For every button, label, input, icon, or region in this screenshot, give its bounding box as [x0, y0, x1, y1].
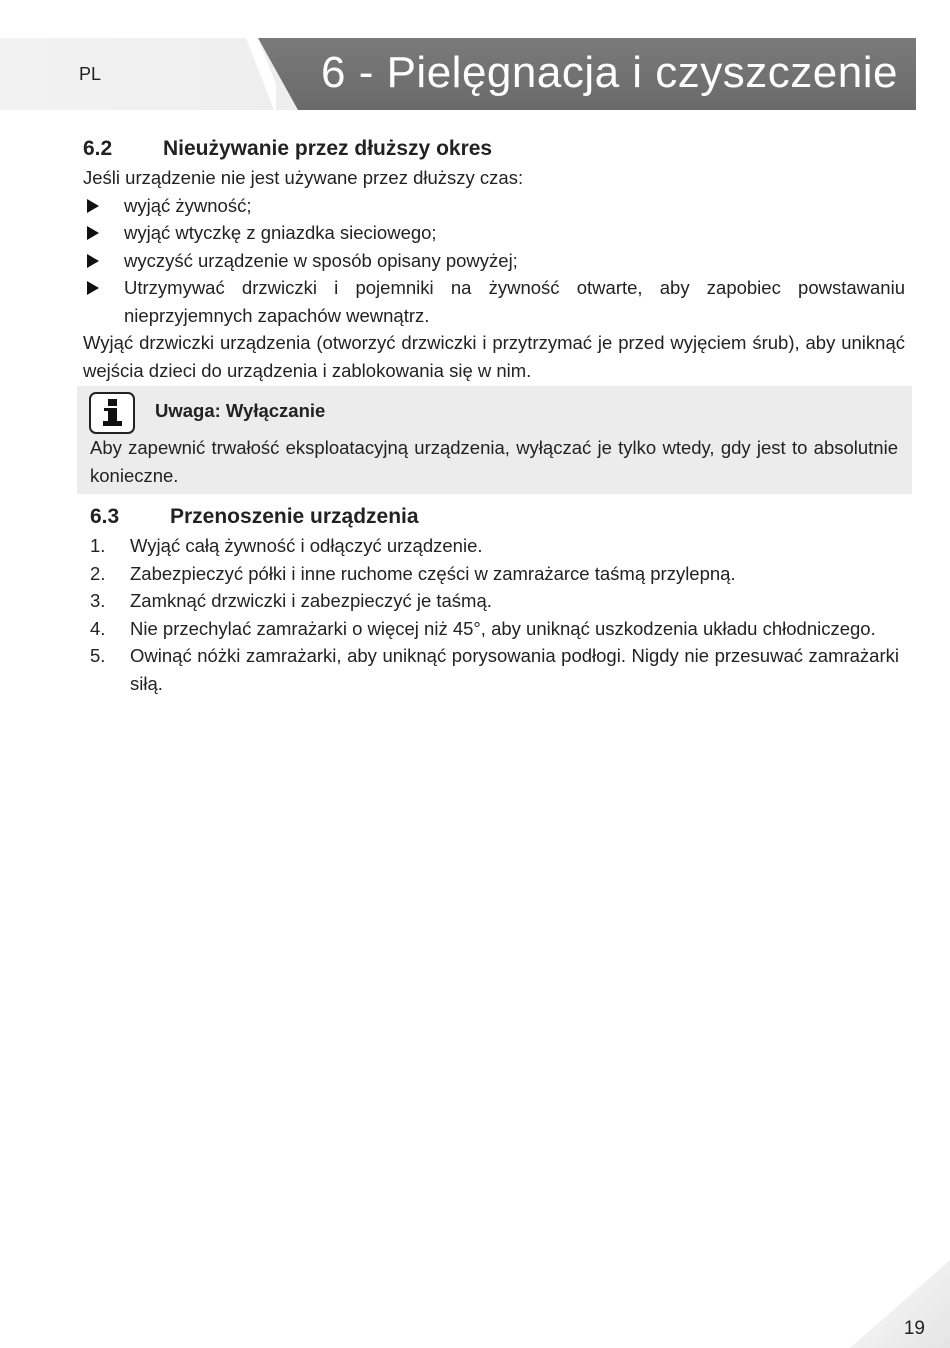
list-number: 3. — [90, 590, 106, 611]
paragraph: Wyjąć drzwiczki urządzenia (otworzyć drzwiczki i przytrzymać je przed wyjęciem śrub), aby uniknąć wejścia dzieci do urządzenia i zablokowania się w nim. — [83, 332, 905, 381]
list-item — [83, 219, 905, 247]
section-title: Nieużywanie przez dłuższy okres — [163, 137, 493, 160]
section-6-3 — [90, 502, 899, 697]
section-6-2 — [83, 134, 905, 384]
bullet-arrow-icon — [87, 226, 99, 240]
list-item-text: Wyjąć całą żywność i odłączyć urządzenie. — [130, 535, 483, 556]
intro-text: Jeśli urządzenie nie jest używane przez dłuższy czas: — [83, 167, 524, 188]
note-box — [77, 386, 912, 494]
list-number: 2. — [90, 562, 106, 584]
list-item-text: Zamknąć drzwiczki i zabezpieczyć je taśmą. — [130, 590, 492, 611]
list-item — [83, 192, 905, 220]
list-item-text: Utrzymywać drzwiczki i pojemniki na żywność otwarte, aby zapobiec powstawaniu nieprzyjemnych zapachów wewnątrz. — [124, 277, 905, 326]
list-number: 1. — [90, 535, 106, 556]
bullet-arrow-icon — [87, 254, 99, 268]
list-item — [90, 560, 899, 588]
list-item-text: Zabezpieczyć półki i inne ruchome części w zamrażarce taśmą przylepną. — [130, 562, 736, 584]
bullet-arrow-icon — [87, 281, 99, 295]
bullet-arrow-icon — [87, 199, 99, 213]
section-number: 6.2 — [83, 137, 113, 160]
list-item-text: Owinąć nóżki zamrażarki, aby uniknąć porysowania podłogi. Nigdy nie przesuwać zamrażarki siłą. — [130, 645, 899, 694]
list-item — [90, 642, 899, 697]
list-item — [83, 247, 905, 275]
note-title: Uwaga: Wyłączanie — [155, 400, 326, 421]
section-heading — [90, 502, 899, 532]
list-number: 4. — [90, 617, 106, 639]
section-title: Przenoszenie urządzenia — [170, 505, 419, 528]
bullet-list — [83, 192, 905, 330]
section-heading — [83, 134, 905, 164]
list-item — [90, 587, 899, 615]
language-code: PL — [79, 64, 102, 84]
page-number: 19 — [903, 1318, 925, 1339]
list-number: 5. — [90, 645, 106, 666]
list-item — [90, 615, 899, 643]
note-body: Aby zapewnić trwałość eksploatacyjną urządzenia, wyłączać je tylko wtedy, gdy jest to absolutnie konieczne. — [90, 437, 898, 486]
list-item — [83, 274, 905, 329]
page-corner-decoration — [850, 1260, 950, 1348]
info-icon — [89, 392, 135, 434]
list-item — [90, 532, 899, 560]
list-item-text: Nie przechylać zamrażarki o więcej niż 45°, aby uniknąć uszkodzenia układu chłodniczego. — [130, 617, 876, 639]
list-item-text: wyczyść urządzenie w sposób opisany powyżej; — [124, 249, 518, 271]
section-number: 6.3 — [90, 505, 120, 528]
numbered-list — [90, 532, 899, 697]
list-item-text: wyjąć wtyczkę z gniazdka sieciowego; — [124, 222, 437, 243]
chapter-title: 6 - Pielęgnacja i czyszczenie — [321, 48, 898, 97]
list-item-text: wyjąć żywność; — [124, 194, 252, 216]
